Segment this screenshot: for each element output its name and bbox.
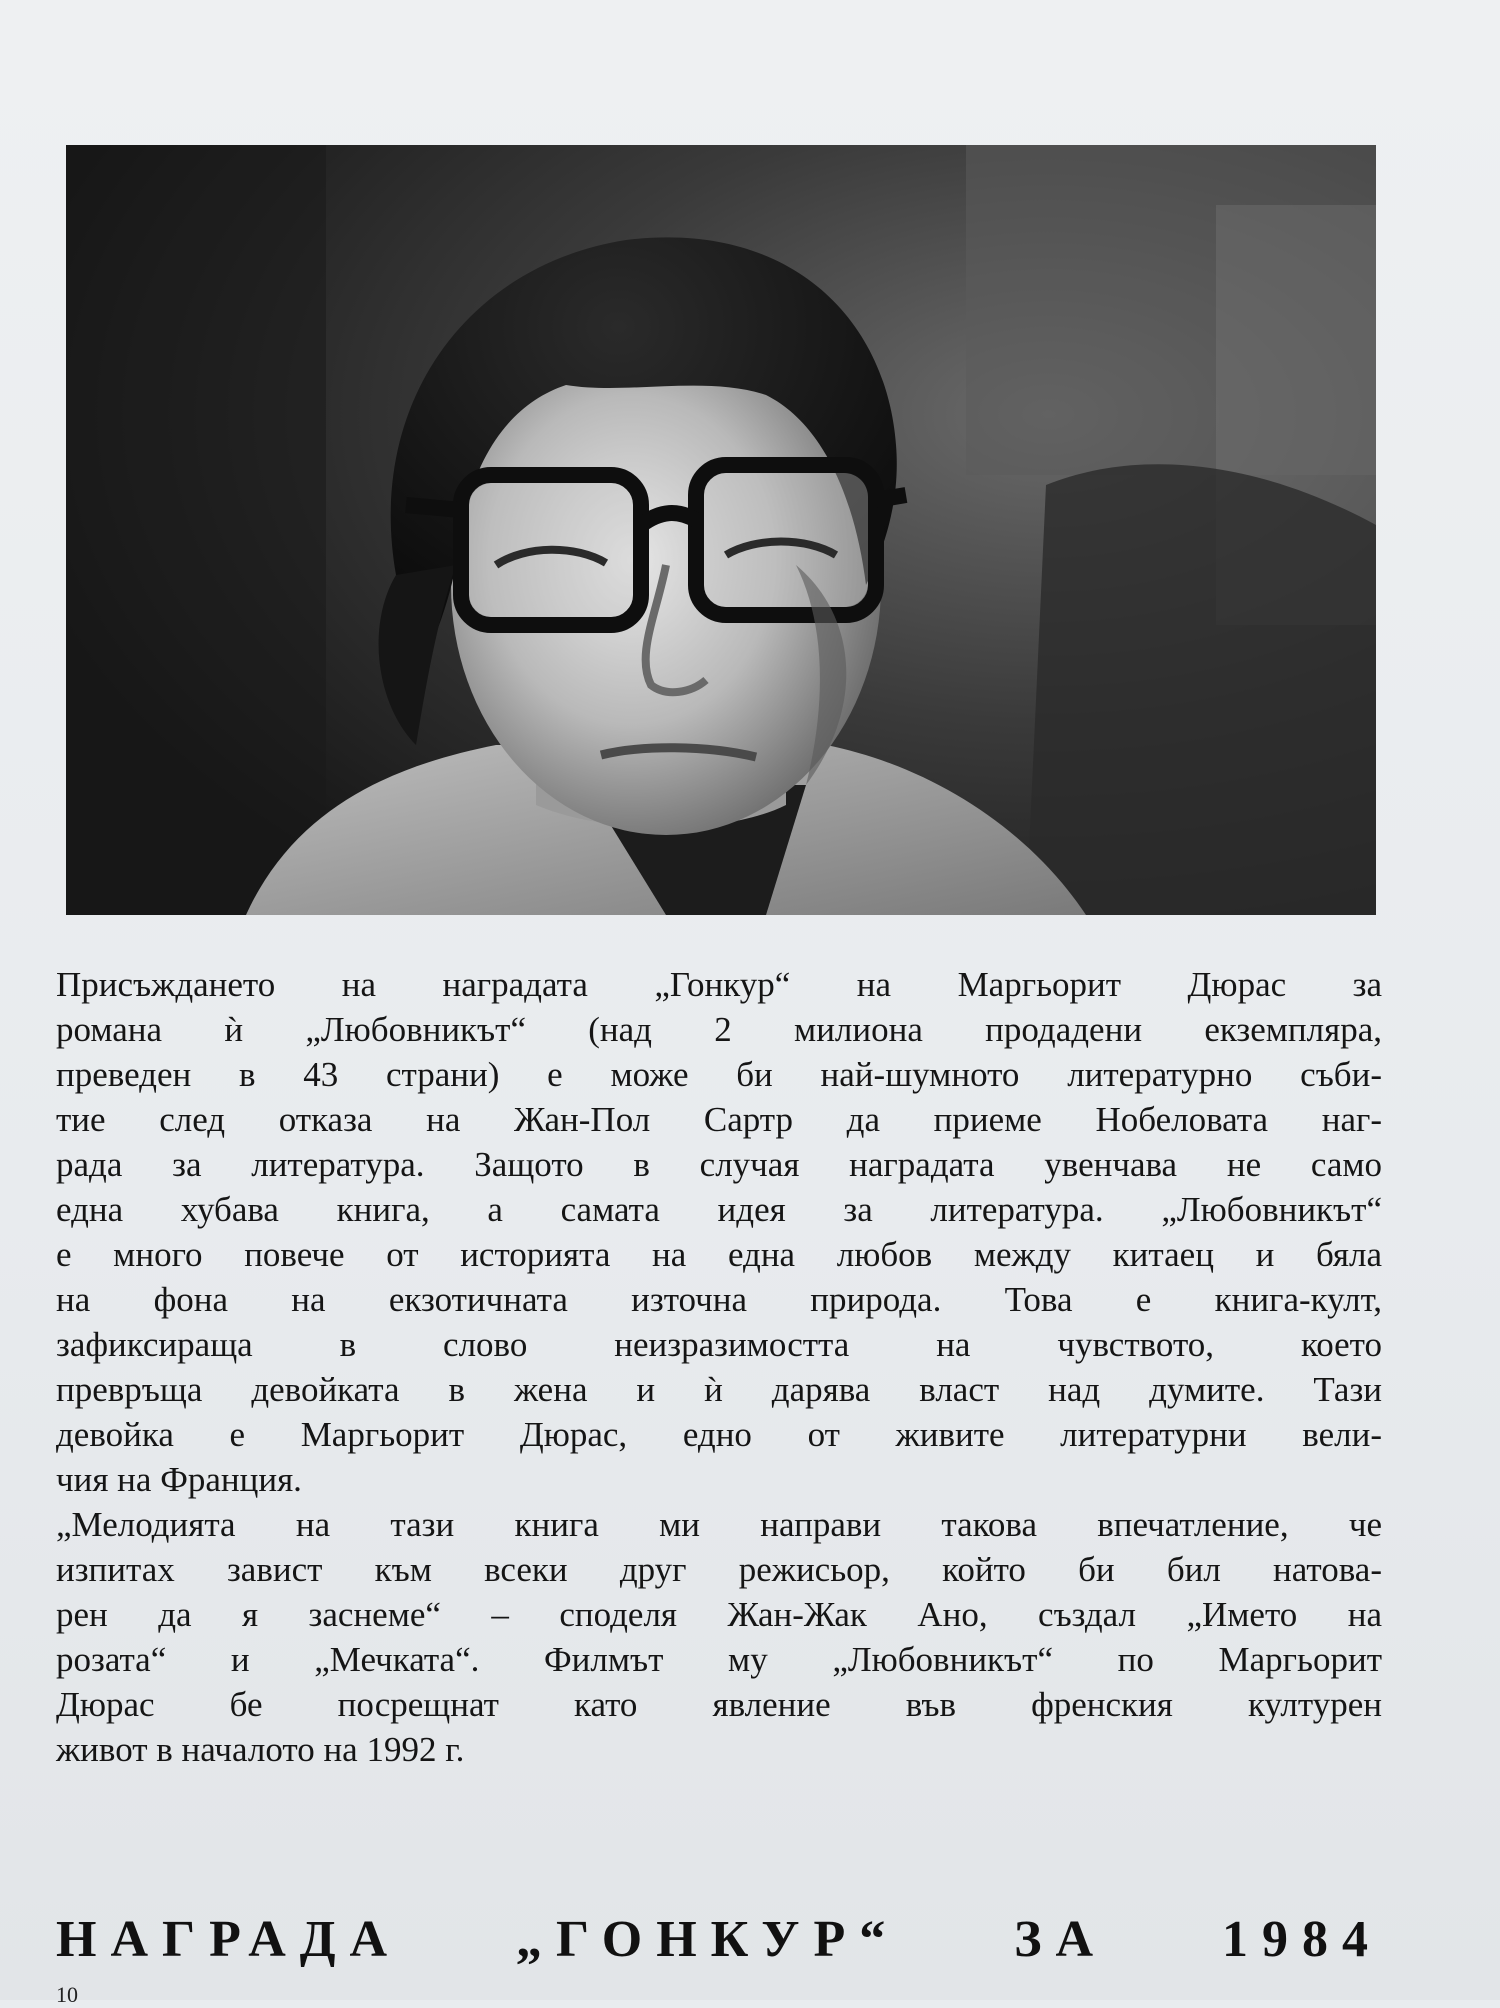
author-portrait-photo — [66, 145, 1376, 915]
text-line: девойка е Маргьорит Дюрас, едно от живите литературни вели- — [56, 1415, 1382, 1454]
paragraph — [56, 1502, 1382, 1772]
text-line: на фона на екзотичната източна природа. Това е книга-култ, — [56, 1280, 1382, 1319]
text-line: живот в началото на 1992 г. — [56, 1730, 465, 1769]
text-line: розата“ и „Мечката“. Филмът му „Любовникът“ по Маргьорит — [56, 1640, 1382, 1679]
footer-title: НАГРАДА „ГОНКУР“ ЗА 1984 — [56, 1911, 1382, 1968]
text-line: изпитах завист към всеки друг режисьор, който би бил натова- — [56, 1550, 1382, 1589]
portrait-illustration — [66, 145, 1376, 915]
text-line: зафиксираща в слово неизразимостта на чувството, което — [56, 1325, 1382, 1364]
text-line: романа ѝ „Любовникът“ (над 2 милиона продадени екземпляра, — [56, 1010, 1382, 1049]
text-line: е много повече от историята на една любов между китаец и бяла — [56, 1235, 1382, 1274]
text-line: тие след отказа на Жан-Пол Сартр да приеме Нобеловата наг- — [56, 1100, 1382, 1139]
text-line: чия на Франция. — [56, 1460, 302, 1499]
text-line: една хубава книга, а самата идея за литература. „Любовникът“ — [56, 1190, 1382, 1229]
text-line: преведен в 43 страни) е може би най-шумното литературно съби- — [56, 1055, 1382, 1094]
text-line: Присъждането на наградата „Гонкур“ на Маргьорит Дюрас за — [56, 965, 1382, 1004]
text-line: рада за литература. Защото в случая наградата увенчава не само — [56, 1145, 1382, 1184]
text-line: Дюрас бе посрещнат като явление във френския културен — [56, 1685, 1382, 1724]
page-number: 10 — [56, 1982, 78, 2007]
text-line: превръща девойката в жена и ѝ дарява власт над думите. Тази — [56, 1370, 1382, 1409]
text-line: „Мелодията на тази книга ми направи такова впечатление, че — [56, 1505, 1382, 1544]
text-line: рен да я заснеме“ – споделя Жан-Жак Ано, създал „Името на — [56, 1595, 1382, 1634]
paragraph — [56, 962, 1382, 1502]
article-body — [56, 962, 1382, 1772]
